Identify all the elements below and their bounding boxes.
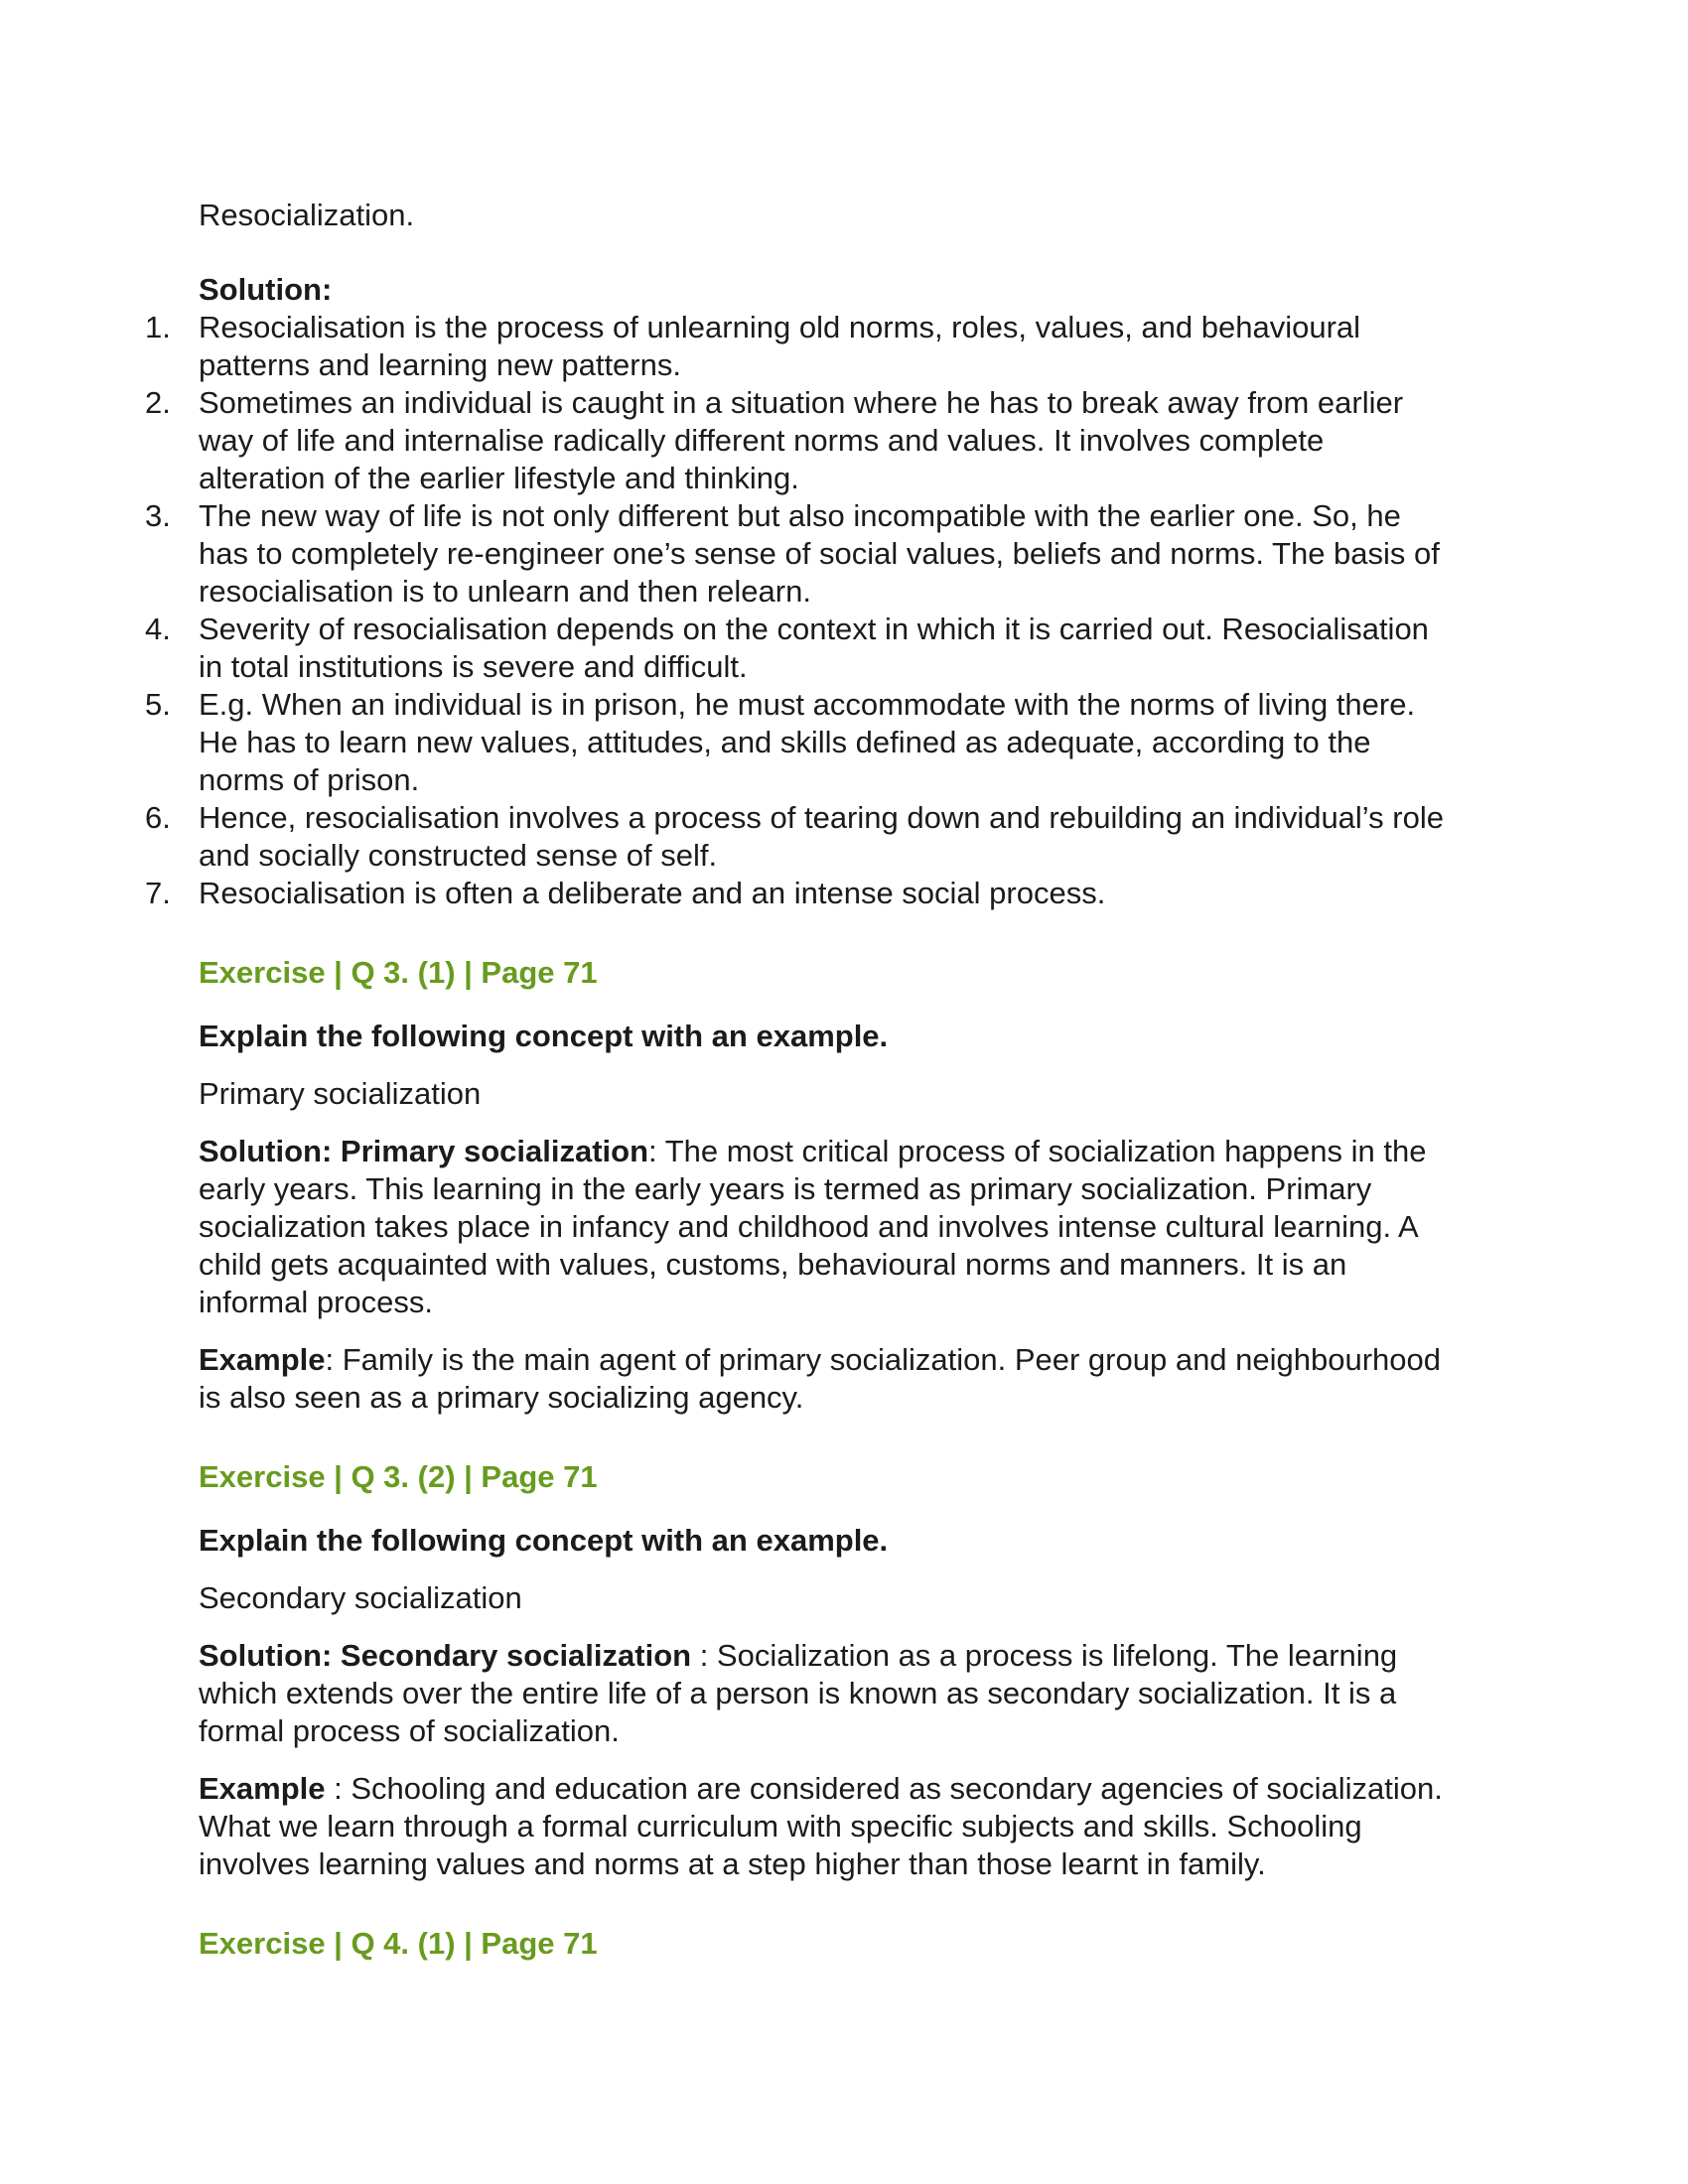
list-item-text: Resocialisation is often a deliberate and an intense social process. bbox=[199, 876, 1106, 910]
list-item-number: 7. bbox=[145, 876, 171, 910]
concept-label-primary-socialization: Primary socialization bbox=[199, 1076, 482, 1111]
example-lead: Example bbox=[199, 1771, 326, 1806]
list-item bbox=[145, 611, 1452, 686]
list-item bbox=[145, 875, 1452, 912]
solution-lead: Solution: Secondary socialization bbox=[199, 1638, 692, 1673]
question-text: Explain the following concept with an example. bbox=[199, 1019, 889, 1053]
solution-body: : The most critical process of socialization happens in the early years. This learning in the early years is termed as primary socialization. Primary socialization takes place in infancy and childhood and involves intense cultural learning. A child gets acquainted with values, customs, behavioural norms and manners. It is an informal process. bbox=[199, 1134, 1427, 1319]
example-paragraph bbox=[199, 1341, 1452, 1417]
concept-label-secondary-socialization: Secondary socialization bbox=[199, 1580, 522, 1615]
example-lead: Example bbox=[199, 1342, 326, 1377]
list-item bbox=[145, 686, 1452, 799]
solution-points-list bbox=[145, 309, 1452, 912]
list-item-text: Severity of resocialisation depends on the context in which it is carried out. Resocialisation in total institutions is severe and difficult. bbox=[199, 612, 1429, 684]
list-item-number: 3. bbox=[145, 498, 171, 533]
example-paragraph bbox=[199, 1770, 1452, 1883]
solution-heading: Solution: bbox=[199, 272, 333, 307]
list-item bbox=[145, 309, 1452, 384]
list-item bbox=[145, 497, 1452, 611]
example-body: : Family is the main agent of primary socialization. Peer group and neighbourhood is also seen as a primary socializing agency. bbox=[199, 1342, 1442, 1415]
list-item bbox=[145, 799, 1452, 875]
question-text: Explain the following concept with an example. bbox=[199, 1523, 889, 1558]
list-item-text: Sometimes an individual is caught in a situation where he has to break away from earlier way of life and internalise radically different norms and values. It involves complete alteration of the earlier lifestyle and thinking. bbox=[199, 385, 1404, 495]
list-item-number: 5. bbox=[145, 687, 171, 722]
list-item-text: E.g. When an individual is in prison, he must accommodate with the norms of living there. He has to learn new values, attitudes, and skills defined as adequate, according to the norms of prison. bbox=[199, 687, 1416, 797]
list-item-number: 1. bbox=[145, 310, 171, 344]
exercise-heading-q4-1: Exercise | Q 4. (1) | Page 71 bbox=[199, 1926, 598, 1961]
list-item-text: Resocialisation is the process of unlearning old norms, roles, values, and behavioural patterns and learning new patterns. bbox=[199, 310, 1361, 382]
solution-paragraph bbox=[199, 1637, 1452, 1750]
list-item-text: The new way of life is not only different but also incompatible with the earlier one. So, he has to completely re-engineer one’s sense of social values, beliefs and norms. The basis of resocialisation is to unlearn and then relearn. bbox=[199, 498, 1440, 609]
example-body: : Schooling and education are considered as secondary agencies of socialization. What we learn through a formal curriculum with specific subjects and skills. Schooling involves learning values and norms at a step higher than those learnt in family. bbox=[199, 1771, 1443, 1881]
exercise-heading-q3-1: Exercise | Q 3. (1) | Page 71 bbox=[199, 955, 598, 990]
list-item bbox=[145, 384, 1452, 497]
list-item-text: Hence, resocialisation involves a process of tearing down and rebuilding an individual’s role and socially constructed sense of self. bbox=[199, 800, 1444, 873]
solution-paragraph bbox=[199, 1133, 1452, 1321]
list-item-number: 4. bbox=[145, 612, 171, 646]
list-item-number: 2. bbox=[145, 385, 171, 420]
concept-label-resocialization: Resocialization. bbox=[199, 198, 415, 232]
exercise-heading-q3-2: Exercise | Q 3. (2) | Page 71 bbox=[199, 1459, 598, 1494]
solution-body: : Socialization as a process is lifelong. The learning which extends over the entire life of a person is known as secondary socialization. It is a formal process of socialization. bbox=[199, 1638, 1398, 1748]
list-item-number: 6. bbox=[145, 800, 171, 835]
solution-lead: Solution: Primary socialization bbox=[199, 1134, 649, 1168]
